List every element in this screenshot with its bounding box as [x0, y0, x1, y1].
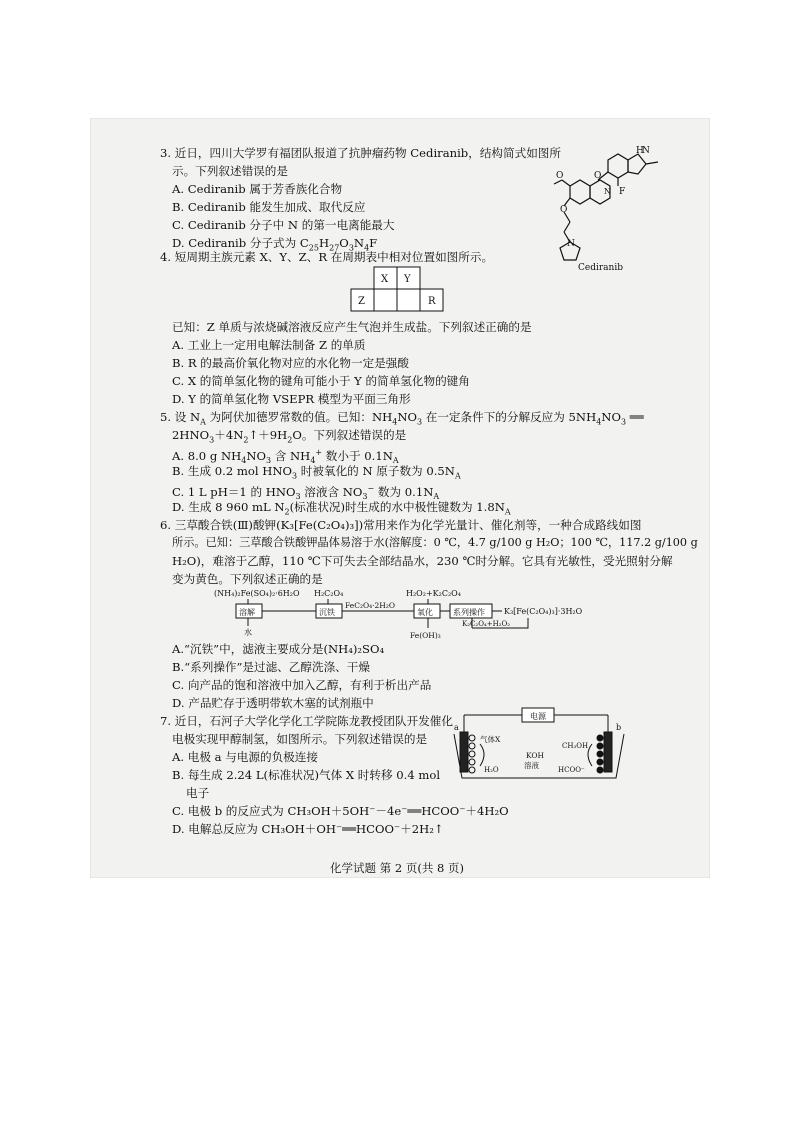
svg-text:(NH₄)₂Fe(SO₄)₂·6H₂O: (NH₄)₂Fe(SO₄)₂·6H₂O — [214, 589, 300, 598]
q6-option-c: C. 向产品的饱和溶液中加入乙醇，有利于析出产品 — [172, 678, 432, 692]
svg-text:氧化: 氧化 — [417, 608, 433, 617]
svg-text:N: N — [642, 146, 650, 156]
svg-text:H₂O: H₂O — [484, 766, 499, 774]
svg-text:系列操作: 系列操作 — [453, 608, 485, 617]
q3-stem-line2: 示。下列叙述错误的是 — [172, 164, 288, 178]
q3-option-c: C. Cediranib 分子中 N 的第一电离能最大 — [172, 218, 395, 232]
svg-text:H₂O₂+K₂C₂O₄: H₂O₂+K₂C₂O₄ — [406, 589, 461, 598]
cell-z: Z — [358, 296, 365, 307]
svg-text:气体X: 气体X — [480, 735, 501, 744]
q4-known: 已知：Z 单质与浓烧碱溶液反应产生气泡并生成盐。下列叙述正确的是 — [172, 320, 532, 334]
svg-text:K₂C₂O₄+H₂O₂: K₂C₂O₄+H₂O₂ — [462, 620, 511, 628]
svg-text:溶液: 溶液 — [524, 761, 539, 770]
q7-stem-line1: 7. 近日，石河子大学化学化工学院陈龙教授团队开发催化 — [160, 714, 453, 728]
q3-stem-line1: 3. 近日，四川大学罗有福团队报道了抗肿瘤药物 Cediranib，结构简式如图所 — [160, 146, 561, 160]
svg-text:沉铁: 沉铁 — [319, 608, 335, 617]
svg-text:溶解: 溶解 — [239, 608, 255, 617]
q7-option-b-line1: B. 每生成 2.24 L(标准状况)气体 X 时转移 0.4 mol — [172, 768, 441, 782]
svg-text:K₃[Fe(C₂O₄)₃]·3H₂O: K₃[Fe(C₂O₄)₃]·3H₂O — [504, 607, 583, 616]
q3-option-a: A. Cediranib 属于芳香族化合物 — [172, 182, 343, 196]
cell-r: R — [428, 296, 436, 307]
svg-text:Cediranib: Cediranib — [578, 263, 623, 273]
q4-option-a: A. 工业上一定用电解法制备 Z 的单质 — [172, 338, 366, 352]
q7-option-d: D. 电解总反应为 CH₃OH＋OH⁻══HCOO⁻＋2H₂↑ — [172, 822, 444, 836]
svg-text:H: H — [636, 146, 644, 156]
svg-text:FeC₂O₄·2H₂O: FeC₂O₄·2H₂O — [345, 601, 395, 610]
cediranib-structure — [548, 142, 680, 277]
svg-text:CH₃OH: CH₃OH — [562, 742, 589, 750]
q6-stem-line4: 变为黄色。下列叙述正确的是 — [172, 572, 323, 586]
cell-x: X — [381, 274, 389, 285]
q6-stem-line3: H₂O)，难溶于乙醇，110 ℃下可失去全部结晶水，230 ℃时分解。它具有光敏性，受光照射分解 — [172, 554, 673, 568]
q5-stem-line2: $2HNO_3+4N_2↑+9H_2O$。下列叙述错误的是 — [172, 428, 407, 445]
synthesis-flowchart — [200, 586, 620, 642]
svg-text:b: b — [616, 723, 622, 732]
q4-option-c: C. X 的简单氢化物的键角可能小于 Y 的简单氢化物的键角 — [172, 374, 470, 388]
svg-text:a: a — [454, 723, 459, 732]
q4-option-b: B. R 的最高价氧化物对应的水化物一定是强酸 — [172, 356, 409, 370]
q3-option-d: D. Cediranib 分子式为 $C_{25}H_{27}O_3N_4F$ — [172, 236, 378, 253]
q6-option-a: A.“沉铁”中，滤液主要成分是(NH₄)₂SO₄ — [172, 642, 385, 656]
svg-text:KOH: KOH — [526, 751, 545, 760]
svg-text:O: O — [560, 205, 568, 215]
periodic-table-fragment — [350, 266, 450, 314]
q3-option-b: B. Cediranib 能发生加成、取代反应 — [172, 200, 366, 214]
svg-text:电源: 电源 — [530, 712, 546, 721]
q4-option-d: D. Y 的简单氢化物 VSEPR 模型为平面三角形 — [172, 392, 411, 406]
q5-stem-line1: 5. 设 $N_A$ 为阿伏加德罗常数的值。已知：$NH_4NO_3$ 在一定条件下的分解反应为 $5NH_4NO_3$ ══ — [160, 410, 644, 427]
q6-option-d: D. 产品贮存于透明带软木塞的试剂瓶中 — [172, 696, 374, 710]
svg-text:水: 水 — [244, 628, 252, 637]
q5-option-a: A. 8.0 g $NH_4NO_3$ 含 $NH_4^+$ 数小于 $0.1N_A$ — [172, 448, 399, 466]
q6-option-b: B.“系列操作”是过滤、乙醇洗涤、干燥 — [172, 660, 370, 674]
svg-text:O: O — [594, 171, 602, 181]
svg-text:O: O — [556, 171, 564, 181]
svg-text:Fe(OH)₃: Fe(OH)₃ — [410, 631, 441, 640]
svg-text:N: N — [567, 239, 575, 249]
q7-stem-line2: 电极实现甲醇制氢，如图所示。下列叙述错误的是 — [172, 732, 428, 746]
page-footer: 化学试题 第 2 页(共 8 页) — [330, 861, 464, 875]
svg-text:F: F — [619, 187, 626, 197]
q5-option-d: D. 生成 8 960 mL $N_2$(标准状况)时生成的水中极性键数为 $1.8N_A$ — [172, 500, 511, 517]
cell-y: Y — [404, 274, 411, 285]
q6-stem-line1: 6. 三草酸合铁(Ⅲ)酸钾(K₃[Fe(C₂O₄)₃])常用来作为化学光量计、催化剂等，一种合成路线如图 — [160, 518, 642, 532]
q7-option-c: C. 电极 b 的反应式为 CH₃OH＋5OH⁻－4e⁻══HCOO⁻＋4H₂O — [172, 804, 509, 818]
electrolysis-cell-figure — [450, 706, 628, 786]
svg-text:HCOO⁻: HCOO⁻ — [558, 766, 585, 774]
q6-stem-line2: 所示。已知：三草酸合铁酸钾晶体易溶于水(溶解度：0 ℃，4.7 g/100 g H₂O；100 ℃，117.2 g/100 g — [172, 536, 698, 549]
q5-option-b: B. 生成 0.2 mol $HNO_3$ 时被氧化的 N 原子数为 $0.5N_A$ — [172, 464, 461, 481]
q7-option-a: A. 电极 a 与电源的负极连接 — [172, 750, 318, 764]
svg-text:N: N — [604, 187, 611, 196]
q5-option-c: C. 1 L pH＝1 的 $HNO_3$ 溶液含 $NO_3^-$ 数为 $0.1N_A$ — [172, 484, 440, 502]
svg-text:H₂C₂O₄: H₂C₂O₄ — [314, 589, 344, 598]
q7-option-b-line2: 电子 — [186, 786, 210, 800]
q4-stem: 4. 短周期主族元素 X、Y、Z、R 在周期表中相对位置如图所示。 — [160, 250, 494, 264]
